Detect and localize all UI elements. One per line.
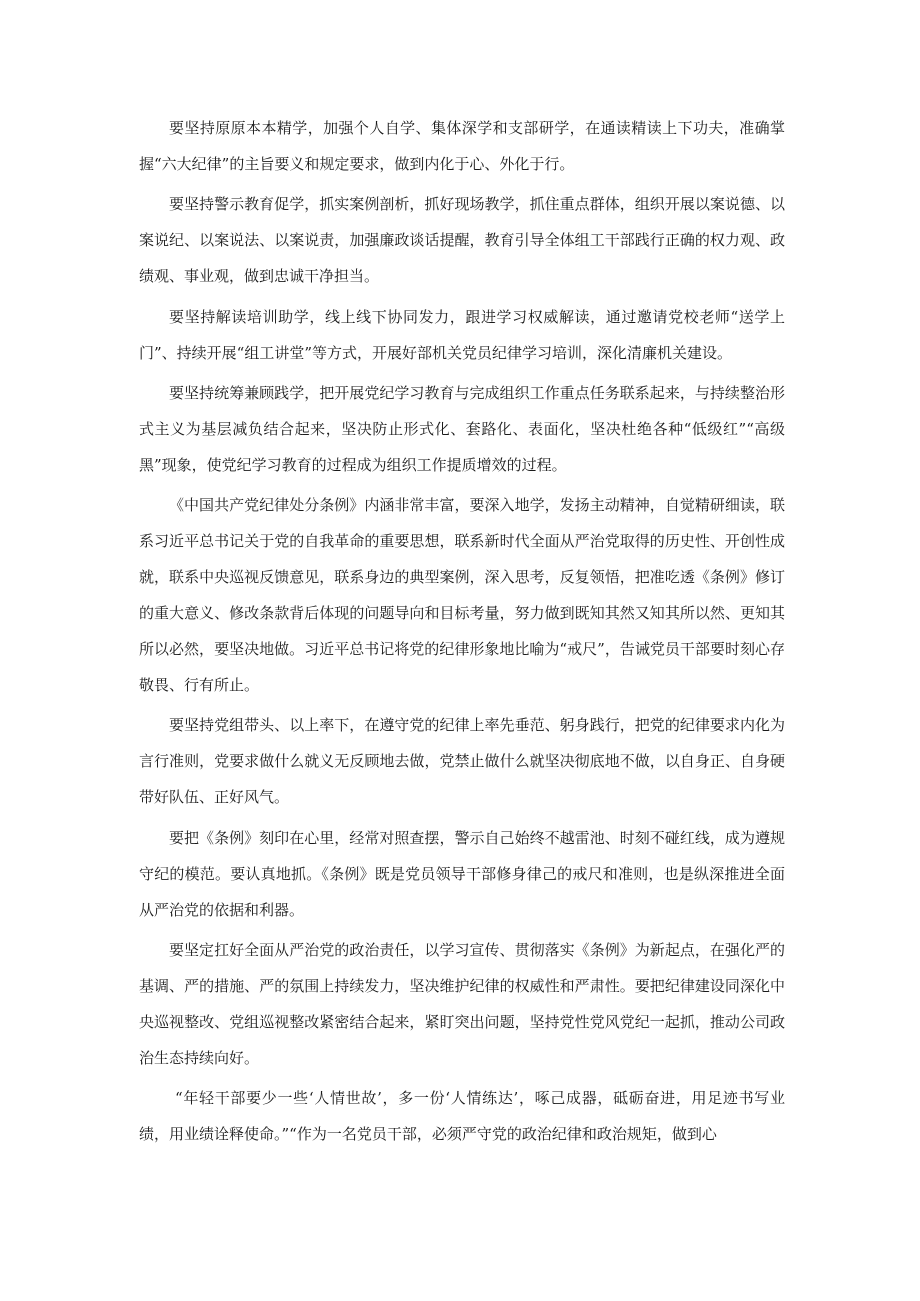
paragraph-study-original: 要坚持原原本本精学，加强个人自学、集体深学和支部研学，在通读精读上下功夫，准确掌握“六大纪律”的主旨要义和规定要求，做到内化于心、外化于行。 bbox=[139, 119, 785, 173]
paragraph-training: 要坚持解读培训助学，线上线下协同发力，跟进学习权威解读，通过邀请党校老师“送学上门”、持续开展“组工讲堂”等方式，开展好部机关党员纪律学习培训，深化清廉机关建设。 bbox=[139, 307, 785, 362]
paragraph-young-cadres-quote: “年轻干部要少一些‘人情世故’，多一份‘人情练达’，啄己成器，砥砺奋进，用足迹书写业绩，用业绩诠释使命。”“作为一名党员干部，必须严守党的政治纪律和政治规矩，做到心 bbox=[139, 1089, 785, 1144]
paragraph-engrave: 要把《条例》刻印在心里，经常对照查摆，警示自己始终不越雷池、时刻不碰红线，成为遵规守纪的模范。要认真地抓。《条例》既是党员领导干部修身律己的戒尺和准则，也是纵深推进全面从严治党的依据和利器。 bbox=[139, 828, 785, 919]
paragraph-warning-education: 要坚持警示教育促学，抓实案例剖析，抓好现场教学，抓住重点群体，组织开展以案说德、以案说纪、以案说法、以案说责，加强廉政谈话提醒，教育引导全体组工干部践行正确的权力观、政绩观、事业观，做到忠诚干净担当。 bbox=[139, 195, 785, 286]
paragraph-responsibility: 要坚定扛好全面从严治党的政治责任，以学习宣传、贯彻落实《条例》为新起点，在强化严的基调、严的措施、严的氛围上持续发力，坚决维护纪律的权威性和严肃性。要把纪律建设同深化中央巡视整改、党组巡视整改紧密结合起来，紧盯突出问题，坚持党性党风党纪一起抓，推动公司政治生态持续向好。 bbox=[139, 941, 785, 1068]
paragraph-regulations: 《中国共产党纪律处分条例》内涵非常丰富，要深入地学，发扬主动精神，自觉精研细读，联系习近平总书记关于党的自我革命的重要思想，联系新时代全面从严治党取得的历史性、开创性成就，联系中央巡视反馈意见，联系身边的典型案例，深入思考，反复领悟，把准吃透《条例》修订的重大意义、修改条款背后体现的问题导向和目标考量，努力做到既知其然又知其所以然、更知其所以必然，要坚决地做。习近平总书记将党的纪律形象地比喻为“戒尺”，告诫党员干部要时刻心存敬畏、行有所止。 bbox=[139, 496, 785, 695]
paragraph-coordination: 要坚持统筹兼顾践学，把开展党纪学习教育与完成组织工作重点任务联系起来，与持续整治形式主义为基层减负结合起来，坚决防止形式化、套路化、表面化，坚决杜绝各种“低级红”“高级黑”现象，使党纪学习教育的过程成为组织工作提质增效的过程。 bbox=[139, 383, 785, 474]
paragraph-leadership: 要坚持党组带头、以上率下，在遵守党的纪律上率先垂范、躬身践行，把党的纪律要求内化为言行准则，党要求做什么就义无反顾地去做，党禁止做什么就坚决彻底地不做，以自身正、自身硬带好队伍、正好风气。 bbox=[139, 716, 785, 807]
document-body bbox=[139, 110, 785, 1157]
